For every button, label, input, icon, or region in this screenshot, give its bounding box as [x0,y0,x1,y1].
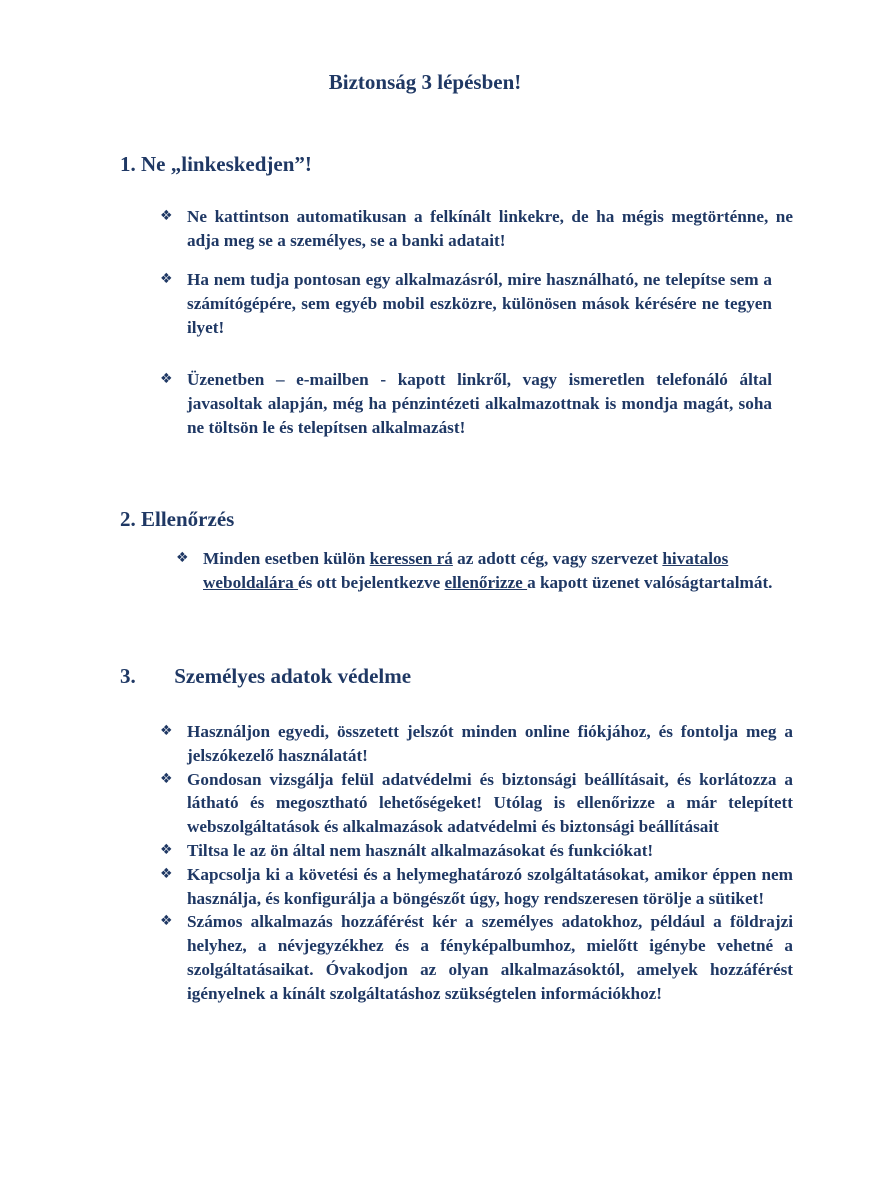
list-item-text: Ne kattintson automatikusan a felkínált linkekre, de ha mégis megtörténne, ne adja meg se a személyes, se a banki adatait! [187,207,793,250]
bullet-icon: ❖ [160,770,173,787]
list-item-text: Minden esetben külön [203,549,370,568]
bullet-icon: ❖ [160,865,173,882]
bullet-icon: ❖ [160,723,173,739]
bullet-icon: ❖ [160,371,173,387]
list-item [160,768,793,839]
section-3-title: Személyes adatok védelme [174,664,412,688]
list-item [160,839,793,863]
list-item-text: Üzenetben – e-mailben - kapott linkről, vagy ismeretlen telefonáló által javasoltak alapján, még ha pénzintézeti alkalmazottnak is mondja magát, soha ne töltsön le és telepítsen alkalmazást! [187,370,772,437]
section-3-heading [120,664,411,689]
list-item [160,205,793,253]
list-item [160,910,793,1005]
list-item [160,268,772,339]
list-item [160,863,793,911]
list-item-text: Gondosan vizsgálja felül adatvédelmi és biztonsági beállításait, és korlátozza a látható és megosztható lehetőségeket! Utólag is ellenőrizze a már telepített webszolgáltatások és alkalmazások adatvédelmi és biztonsági beállításait [187,769,793,837]
underlined-phrase: hivatalos weboldalára [203,549,729,592]
list-item [176,547,776,595]
section-2-list [176,547,776,595]
bullet-icon: ❖ [160,208,173,224]
section-1-list-2 [160,268,772,339]
bullet-icon: ❖ [160,841,173,858]
section-2-title: Ellenőrzés [141,507,235,531]
section-1-title: Ne „linkeskedjen”! [141,152,312,176]
underlined-phrase: keressen rá [369,549,453,568]
list-item-text: Tiltsa le az ön által nem használt alkalmazásokat és funkciókat! [187,840,654,860]
section-1-heading [120,152,312,177]
bullet-icon: ❖ [160,271,173,287]
underlined-phrase: ellenőrizze [444,572,528,592]
section-3-number: 3. [120,664,136,688]
section-1-list-3 [160,368,772,439]
page-title: Biztonság 3 lépésben! [328,70,522,94]
list-item-text: és ott bejelentkezve [298,572,445,592]
list-item-text: Számos alkalmazás hozzáférést kér a személyes adatokhoz, például a földrajzi helyhez, a névjegyzékhez és a fényképalbumhoz, mielőtt igénybe vehetné a szolgáltatásaikat. Óvakodjon az olyan alkalmazásoktól, amelyek hozzáférést igényelnek a kínált szolgáltatáshoz szükségtelen információkhoz! [187,912,793,1003]
section-2-heading [120,507,234,532]
section-1-list [160,205,793,253]
list-item-text: az adott cég, vagy szervezet [452,549,663,568]
list-item-text: a kapott üzenet valóságtartalmát. [527,572,773,592]
list-item-text: Használjon egyedi, összetett jelszót minden online fiókjához, és fontolja meg a jelszókezelő használatát! [187,722,793,765]
list-item [160,720,793,768]
bullet-icon: ❖ [176,550,189,566]
section-1-number: 1. [120,152,136,176]
section-2-number: 2. [120,507,136,531]
list-item [160,368,772,439]
list-item-text: Kapcsolja ki a követési és a helymeghatározó szolgáltatásokat, amikor éppen nem használja, és konfigurálja a böngészőt úgy, hogy rendszeresen törölje a sütiket! [187,864,793,908]
list-item-text: Ha nem tudja pontosan egy alkalmazásról, mire használható, ne telepítse sem a számítógépére, sem egyéb mobil eszközre, különösen mások kérésére ne tegyen ilyet! [187,270,772,337]
section-3-list [160,720,793,1006]
bullet-icon: ❖ [160,913,173,930]
